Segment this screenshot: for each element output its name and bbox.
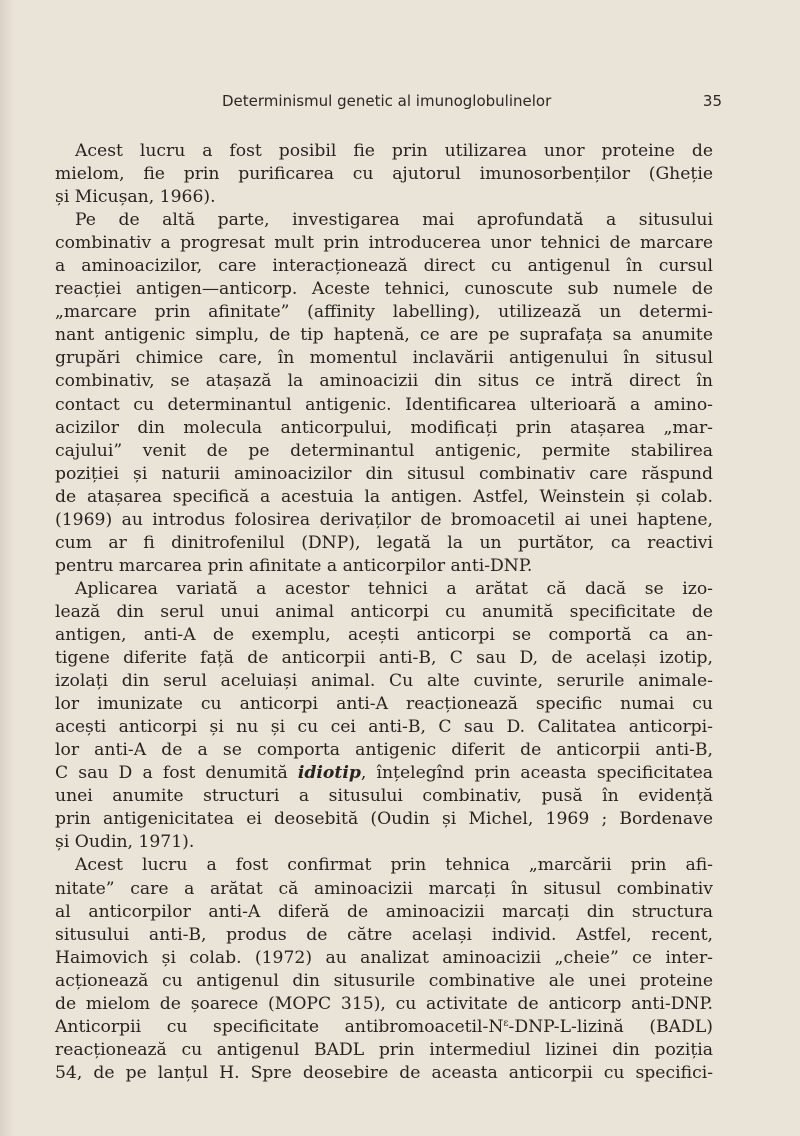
- text-line: combinativ, se atașază la aminoacizii din situs ce intră direct în: [55, 371, 713, 392]
- epsilon-superscript: ε: [503, 1017, 509, 1029]
- text-segment: , înțelegînd prin aceasta specificitatea: [360, 763, 713, 784]
- text-line: poziției și naturii aminoacizilor din situsul combinativ care răspund: [55, 463, 713, 484]
- text-line: tigene diferite față de anticorpii anti-B, C sau D, de același izotip,: [55, 648, 713, 669]
- text-line: Acest lucru a fost posibil fie prin utilizarea unor proteine de: [75, 141, 713, 161]
- text-line: unei anumite structuri a situsului combinativ, pusă în evidență: [55, 786, 713, 807]
- header-title: Determinismul genetic al imunoglobulinelor: [222, 92, 552, 110]
- text-line: și Oudin, 1971).: [55, 832, 195, 853]
- idiotip-term: idiotip: [297, 763, 361, 784]
- text-line: izolați din serul aceluiași animal. Cu alte cuvinte, serurile animale-: [55, 671, 713, 692]
- text-line: prin antigenicitatea ei deosebită (Oudin și Michel, 1969 ; Bordenave: [55, 809, 713, 830]
- text-line: reacționează cu antigenul BADL prin intermediul lizinei din poziția: [55, 1039, 713, 1060]
- text-line: acești anticorpi și nu și cu cei anti-B, C sau D. Calitatea anticorpi-: [55, 717, 713, 738]
- text-line: lează din serul unui animal anticorpi cu anumită specificitate de: [55, 601, 713, 622]
- text-line: antigen, anti-A de exemplu, acești anticorpi se comportă ca an-: [55, 624, 713, 645]
- text-line: de atașarea specifică a acestuia la antigen. Astfel, Weinstein și colab.: [55, 486, 713, 507]
- body-text: [55, 140, 713, 1085]
- text-line: Pe de altă parte, investigarea mai aprofundată a situsului: [75, 210, 713, 231]
- text-line: Acest lucru a fost confirmat prin tehnica „marcării prin afi-: [75, 855, 713, 876]
- text-line: de mielom de șoarece (MOPC 315), cu activitate de anticorp anti-DNP.: [55, 993, 713, 1014]
- text-line: „marcare prin afinitate” (affinity labelling), utilizează un determi-: [55, 302, 713, 323]
- page-number: 35: [702, 92, 722, 110]
- text-line: și Micușan, 1966).: [55, 187, 216, 208]
- text-line: lor imunizate cu anticorpi anti-A reacționează specific numai cu: [55, 694, 713, 715]
- text-segment: Anticorpii cu specificitate antibromoacetil-N: [55, 1016, 504, 1037]
- text-line: (1969) au introdus folosirea derivaților de bromoacetil ai unei haptene,: [55, 509, 713, 530]
- running-header: [82, 92, 722, 114]
- text-line: al anticorpilor anti-A diferă de aminoacizii marcați din structura: [55, 901, 713, 922]
- text-line: lor anti-A de a se comporta antigenic diferit de anticorpii anti-B,: [55, 740, 713, 761]
- text-line: 54, de pe lanțul H. Spre deosebire de aceasta anticorpii cu specifici-: [55, 1062, 713, 1083]
- text-line: contact cu determinantul antigenic. Identificarea ulterioară a amino-: [55, 394, 713, 415]
- text-line: situsului anti-B, produs de către același individ. Astfel, recent,: [55, 924, 713, 945]
- text-line: reacției antigen—anticorp. Aceste tehnici, cunoscute sub numele de: [55, 279, 713, 300]
- text-line: pentru marcarea prin afinitate a anticorpilor anti-DNP.: [55, 555, 533, 576]
- text-line: Aplicarea variată a acestor tehnici a arătat că dacă se izo-: [75, 578, 713, 599]
- text-line: cajului” venit de pe determinantul antigenic, permite stabilirea: [55, 440, 713, 461]
- page-edge-shadow: [0, 0, 14, 1136]
- text-line: mielom, fie prin purificarea cu ajutorul imunosorbenților (Gheție: [55, 164, 713, 185]
- text-segment: C sau D a fost denumită: [55, 763, 288, 784]
- text-line: acizilor din molecula anticorpului, modificați prin atașarea „mar-: [55, 417, 713, 438]
- text-line: combinativ a progresat mult prin introducerea unor tehnici de marcare: [55, 233, 713, 254]
- text-line: acționează cu antigenul din situsurile combinative ale unei proteine: [55, 970, 713, 991]
- text-segment: -DNP-L-lizină (BADL): [508, 1016, 713, 1037]
- text-line: Haimovich și colab. (1972) au analizat aminoacizii „cheie” ce inter-: [55, 947, 713, 968]
- text-line: nant antigenic simplu, de tip haptenă, ce are pe suprafața sa anumite: [55, 325, 713, 346]
- text-line: grupări chimice care, în momentul inclavării antigenului în situsul: [55, 348, 713, 369]
- text-line: a aminoacizilor, care interacționează direct cu antigenul în cursul: [55, 256, 713, 277]
- text-line: cum ar fi dinitrofenilul (DNP), legată la un purtător, ca reactivi: [55, 532, 713, 553]
- text-line: [55, 762, 713, 785]
- text-line: nitate” care a arătat că aminoacizii marcați în situsul combinativ: [55, 878, 713, 899]
- text-line: [55, 1016, 713, 1039]
